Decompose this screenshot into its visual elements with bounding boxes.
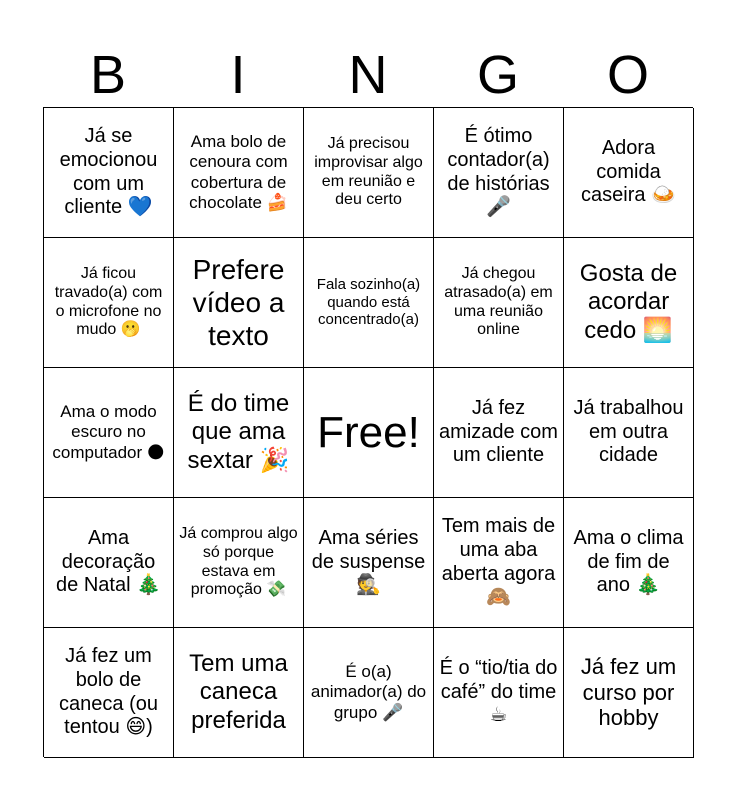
cell-text: Adora comida caseira 🍛 [581, 137, 676, 207]
bingo-cell[interactable] [44, 108, 174, 238]
bingo-cell[interactable] [174, 498, 304, 628]
bingo-cell[interactable] [44, 628, 174, 758]
header-letter-n: N [348, 45, 388, 105]
cell-text: Ama séries de suspense 🕵️ [311, 527, 426, 597]
cell-text: Já ficou travado(a) com o microfone no mudo 🫢 [54, 264, 163, 339]
bingo-cell[interactable] [564, 628, 694, 758]
bingo-header [43, 46, 693, 104]
bingo-cell[interactable] [174, 368, 304, 498]
header-letter-i: I [230, 45, 246, 105]
header-letter-b: B [89, 45, 127, 105]
header-letter-o: O [606, 45, 649, 105]
bingo-cell[interactable] [564, 498, 694, 628]
bingo-cell[interactable] [434, 108, 564, 238]
bingo-cell[interactable] [44, 368, 174, 498]
cell-text: É o(a) animador(a) do grupo 🎤 [310, 662, 427, 722]
bingo-cell[interactable] [304, 498, 434, 628]
free-space-cell[interactable] [304, 368, 434, 498]
bingo-cell[interactable] [434, 628, 564, 758]
cell-text: Prefere vídeo a texto [192, 253, 285, 352]
bingo-cell[interactable] [434, 368, 564, 498]
bingo-cell[interactable] [174, 238, 304, 368]
free-space-label: Free! [317, 407, 420, 457]
bingo-cell[interactable] [304, 628, 434, 758]
cell-text: Ama o modo escuro no computador 🌑 [52, 402, 165, 462]
bingo-cell[interactable] [304, 108, 434, 238]
bingo-cell[interactable] [564, 368, 694, 498]
cell-text: É o “tio/tia do café” do time ☕ [439, 657, 558, 727]
bingo-cell[interactable] [44, 498, 174, 628]
bingo-cell[interactable] [434, 498, 564, 628]
header-letter-g: G [476, 45, 519, 105]
cell-text: Já se emocionou com um cliente 💙 [59, 125, 158, 219]
cell-text: Gosta de acordar cedo 🌅 [579, 260, 678, 344]
cell-text: Já chegou atrasado(a) em uma reunião online [444, 264, 553, 339]
bingo-cell[interactable] [174, 628, 304, 758]
cell-text: Já trabalhou em outra cidade [573, 397, 684, 467]
bingo-cell[interactable] [304, 238, 434, 368]
bingo-cell[interactable] [564, 238, 694, 368]
cell-text: Já fez amizade com um cliente [439, 397, 558, 467]
cell-text: É ótimo contador(a) de histórias 🎤 [447, 125, 550, 219]
cell-text: É do time que ama sextar 🎉 [187, 390, 290, 474]
cell-text: Ama decoração de Natal 🎄 [56, 527, 161, 597]
cell-text: Já precisou improvisar algo em reunião e deu certo [314, 134, 423, 209]
bingo-cell[interactable] [564, 108, 694, 238]
cell-text: Tem uma caneca preferida [189, 650, 288, 734]
cell-text: Ama o clima de fim de ano 🎄 [573, 527, 684, 597]
cell-text: Já fez um curso por hobby [580, 653, 677, 731]
cell-text: Ama bolo de cenoura com cobertura de chocolate 🍰 [189, 132, 288, 212]
bingo-cell[interactable] [434, 238, 564, 368]
cell-text: Fala sozinho(a) quando está concentrado(a) [316, 275, 421, 329]
bingo-cell[interactable] [44, 238, 174, 368]
bingo-board [43, 107, 693, 757]
cell-text: Já fez um bolo de caneca (ou tentou 😄) [59, 645, 158, 739]
cell-text: Já comprou algo só porque estava em promoção 💸 [179, 524, 298, 599]
bingo-cell[interactable] [174, 108, 304, 238]
cell-text: Tem mais de uma aba aberta agora 🙈 [441, 515, 556, 609]
